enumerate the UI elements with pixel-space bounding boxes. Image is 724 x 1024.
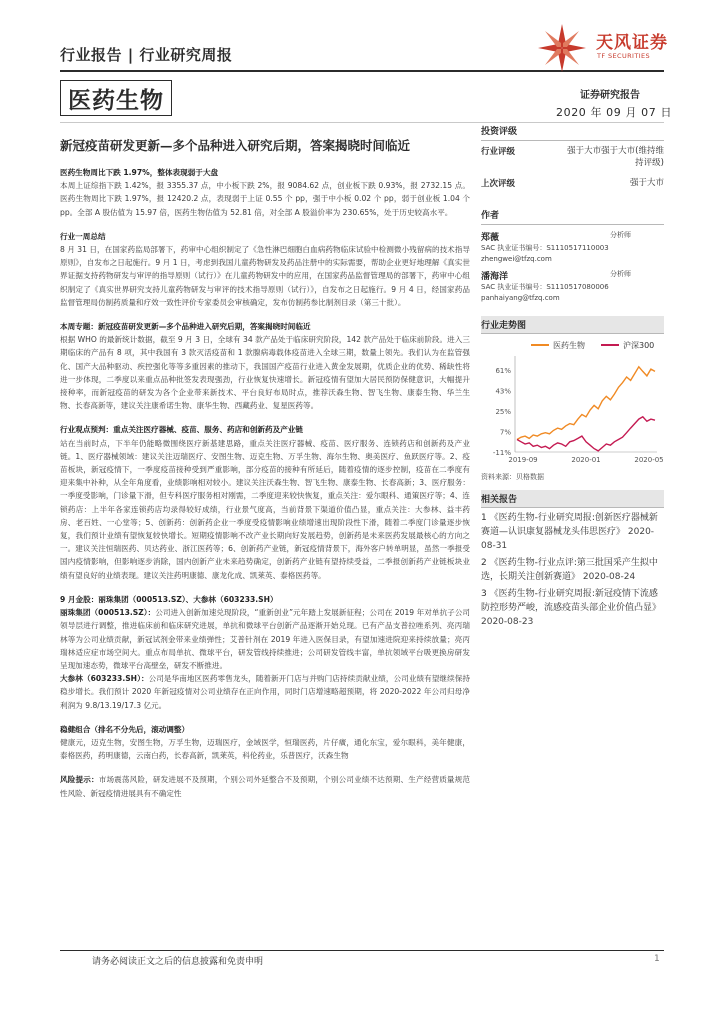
stock-pick-body: 公司是华南地区医药零售龙头，随着新开门店与并购门店持续贡献业绩，公司业绩有望继续保持稳步增长。我们预计 2020 年新冠疫情对公司业绩存在正向作用，同时门店增速略超预期，将 2020-2022 年公司归母净利润为 9.8/13.19/17.3 亿元。 xyxy=(60,674,470,710)
authors-panel xyxy=(481,208,664,304)
section-heading: 行业一周总结 xyxy=(60,231,106,241)
author-name: 潘海洋 xyxy=(481,272,509,282)
series-line xyxy=(517,417,655,451)
section-heading: 9 月金股：丽珠集团（000513.SZ）、大参林（603233.SH） xyxy=(60,594,278,604)
trend-chart xyxy=(481,334,664,474)
sector-name: 医药生物 xyxy=(68,88,164,114)
related-report-item[interactable] xyxy=(481,556,664,584)
author-cert: SAC 执业证书编号：S1110517080006 xyxy=(481,283,609,291)
author-email[interactable]: zhengwei@tfzq.com xyxy=(481,255,552,263)
section-heading: 行业观点预判：重点关注医疗器械、疫苗、服务、药店和创新药及产业链 xyxy=(60,425,303,435)
related-title: 相关报告 xyxy=(481,490,664,507)
x-tick-label: 2020-05 xyxy=(634,456,664,464)
rule xyxy=(481,140,664,141)
author-row xyxy=(481,230,631,243)
author-email[interactable]: panhaiyang@tfzq.com xyxy=(481,294,560,302)
author-role: 分析师 xyxy=(610,270,631,278)
related-report-text: 《医药生物-行业研究周报:创新医疗器械新赛道—认识康复器械龙头伟思医疗》 xyxy=(481,513,658,537)
stock-pick-lead: 丽珠集团（000513.SZ）： xyxy=(60,608,156,618)
author-name: 郑薇 xyxy=(481,233,500,243)
section-heading: 医药生物周比下跌 1.97%，整体表现弱于大盘 xyxy=(60,168,219,177)
related-report-num: 3 xyxy=(481,589,487,599)
stock-pick-body: 公司进入创新加速兑现阶段，“重新创业”元年踏上发展新征程；公司在 2019 年对单抗子公司领导层进行调整，推进临床前和临床研究进展，单抗和微球平台创新产品逐渐开始兑现。已有产品支普拉唑系列、亮丙瑞林等为公司业绩贡献，新冠试剂金带来业绩弹性；艾普针剂在 2019 年进入医保目录，有望加速进院迎来持续放量；亮丙瑞林适应症市场空间大。重点布局单抗、微球平台，研发管线持续推进；公司研发管线丰富，单抗领域平台吸更换房研发呈现加速态势，微球平台高壁垒，研发不断推进。 xyxy=(60,608,470,670)
prev-rating-label: 上次评级 xyxy=(481,179,516,189)
section-body: 本周上证综指下跌 1.42%，报 3355.37 点，中小板下跌 2%，报 9084.62 点，创业板下跌 0.93%，报 2732.15 点。医药生物周比下跌 1.97%，报 12420.2 点，表现弱于上证 0.55 个 pp，强于中小板 0.02 个 pp，弱于创业板 1.04 个 pp。全部 A 股估值为 15.97 倍，医药生物估值为 52.81 倍，对全部 A 股溢价率为 230.65%，处于历史较高水平。 xyxy=(60,181,470,217)
industry-rating-value: 强于大市强于大市(维持维持评级) xyxy=(567,146,664,168)
related-report-text: 《医药生物-行业点评:第三批国采产生拟中选，长期关注创新赛道》 xyxy=(481,558,658,582)
related-report-date: 2020-08-31 xyxy=(481,527,655,551)
y-tick-label: 25% xyxy=(495,408,511,417)
main-column xyxy=(60,166,470,811)
section-body: 根据 WHO 的最新统计数据，截至 9 月 3 日，全球有 34 款产品处于临床研究阶段，142 款产品处于临床前阶段。进入三期临床的产品有 8 项，其中我国有 3 款灭活疫苗和 1 款腺病毒载体疫苗进入全球三期，数量上领先。我们认为在监管强化、国产大品种驱动、疾控强化等等多重因素的推动下，我国国产疫苗行业进入黄金发展期，优质企业的优势、稀缺性将进一步体现，二季度以来重点品种批签发表现强劲，行业恢复快速增长。新冠疫情有望加大居民预防保健意识，大幅提升接种率，而新冠疫苗的研发为各个企业带来新技术、平台良好布局时点，推荐沃森生物、智飞生物、康泰生物、华兰生物、长春高新等，建议关注康希诺生物、康华生物、西藏药业、复星医药等。 xyxy=(60,335,470,411)
risk-heading: 风险提示： xyxy=(60,775,99,785)
risk-body: 市场震荡风险，研发进展不及预期，个别公司外延整合不及预期，个别公司业绩不达预期、生产经营质量规范性风险、新冠疫情进展具有不确定性 xyxy=(60,775,471,798)
logo-text-en: TF SECURITIES xyxy=(597,52,651,60)
author-row xyxy=(481,269,631,282)
prev-rating-row xyxy=(481,177,664,189)
x-tick-label: 2019-09 xyxy=(508,456,538,464)
section-heading: 本周专题：新冠疫苗研发更新—多个品种进入研究后期，答案揭晓时间临近 xyxy=(60,322,311,332)
footer-disclaimer: 请务必阅读正文之后的信息披露和免责申明 xyxy=(92,957,264,967)
rating-panel xyxy=(481,124,664,189)
related-report-item[interactable] xyxy=(481,587,664,629)
logo-icon xyxy=(536,22,588,74)
stock-pick xyxy=(60,672,470,712)
risk-warning xyxy=(60,773,470,799)
related-report-num: 1 xyxy=(481,513,487,523)
series-line xyxy=(517,367,655,440)
y-tick-label: 43% xyxy=(495,387,511,396)
legend-label: 医药生物 xyxy=(553,341,585,350)
section-body: 8 月 31 日，在国家药监局部署下，药审中心组织制定了《急性淋巴细胞白血病药物临床试验中检测微小残留病的技术指导原则》，自发布之日起施行。9 月 1 日，考虑到我国儿童药物研发及药品注册中的实际需要，帮助企业更好地理解《真实世界证据支持药物研发与审评的指导原则（试行）》在儿童药物研发中的应用，在国家药品监督管理局的部署下，药审中心组织制定了《真实世界研究支持儿童药物研发与审评的技术指导原则（试行）》，自发布之日起施行。9 月 4 日，经国家药品监督管理局仿制药质量和疗效一致性评价专家委员会审核确定，发布仿制药参比制剂目录（第三十批）。 xyxy=(60,245,470,307)
authors-title: 作者 xyxy=(481,211,500,221)
rating-title: 投资评级 xyxy=(481,127,518,137)
report-type: 证券研究报告 xyxy=(580,90,640,101)
footer-rule xyxy=(60,950,664,951)
related-report-num: 2 xyxy=(481,558,487,568)
prev-rating-value: 强于大市 xyxy=(629,178,664,188)
related-report-text: 《医药生物-行业研究周报:新冠疫情下流感防控形势严峻，流感疫苗头部企业价值凸显》 xyxy=(481,589,662,613)
section-body: 站在当前时点，下半年仍能略微围绕医疗新基建思路，重点关注医疗器械、疫苗、医疗服务、连锁药店和创新药及产业链。1、医疗器械领域：建议关注迈瑞医疗、安图生物、迈克生物、万孚生物、海尔生物、奥美医疗、鱼跃医疗等。2、疫苗板块，新冠疫情下，一季度疫苗接种受到严重影响，部分疫苗的接种有所延后，随着疫情的逐步控制，疫苗在二季度有迎来集中补种，从全年角度看，业绩影响相对较小。建议关注沃森生物、智飞生物、康泰生物、长春高新；3、医疗服务：一季度受影响，门诊量下滑，但专科医疗服务相对刚需，二季度迎来较快恢复，重点关注：爱尔眼科、通策医疗等；4、连锁药店：上半年各家连锁药店均录得较好成绩，行业景气度高，当前背景下渠道价值凸显，重点关注：大参林、益丰药房、老百姓、一心堂等；5、创新药：创新药企业一季度受疫情影响业绩增速出现阶段性下滑，随着二季度门诊量逐步恢复，我们预计业绩有望恢复较快增长。短期疫情影响不改产业长期向好发展趋势，创新药是未来医药发展最核心的方向之一。建议关注恒瑞医药、贝达药业、浙江医药等；6、创新药产业链，新冠疫情背景下，海外客户转单明显，虽然一季报受国内疫情影响，但影响逐步消除，国内创新产业未来趋势确定，创新药产业链有望持续受益，二季报创新药产业链板块业绩有望良好的业绩表现。建议关注药明康德、康龙化成、凯莱英、泰格医药等。 xyxy=(60,438,470,580)
rule xyxy=(481,507,664,508)
stock-pick xyxy=(60,606,470,672)
industry-rating-row xyxy=(481,145,664,169)
y-tick-label: 61% xyxy=(495,367,511,376)
related-panel xyxy=(481,490,664,632)
author-role: 分析师 xyxy=(610,231,631,239)
x-tick-label: 2020-01 xyxy=(571,456,601,464)
trend-title: 行业走势图 xyxy=(481,316,664,333)
author-cert: SAC 执业证书编号：S1110517110003 xyxy=(481,244,609,252)
stock-pick-lead: 大参林（603233.SH）： xyxy=(60,674,149,684)
report-title: 新冠疫苗研发更新—多个品种进入研究后期，答案揭晓时间临近 xyxy=(60,138,411,153)
rule xyxy=(481,224,664,225)
y-tick-label: -11% xyxy=(492,449,511,457)
chart-source: 资料来源：贝格数据 xyxy=(481,473,544,481)
report-series: 行业报告 | 行业研究周报 xyxy=(60,46,233,64)
section-body: 健康元，迈克生物，安图生物，万孚生物，迈瑞医疗，金域医学，恒瑞医药，片仔癀，通化东宝，爱尔眼科，美年健康，泰格医药，药明康德，云南白药，长春高新，凯莱英，科伦药业，乐普医疗，沃森生物 xyxy=(60,737,470,761)
date-rule xyxy=(60,122,664,123)
report-date: 2020 年 09 月 07 日 xyxy=(556,106,673,119)
related-report-item[interactable] xyxy=(481,511,664,553)
logo-text-cn: 天风证券 xyxy=(596,33,668,53)
legend-label: 沪深300 xyxy=(623,341,655,350)
industry-rating-label: 行业评级 xyxy=(481,147,516,157)
trend-panel xyxy=(481,316,664,483)
section-heading: 稳健组合（排名不分先后，滚动调整） xyxy=(60,724,190,734)
page-number: 1 xyxy=(654,954,660,964)
y-tick-label: 7% xyxy=(499,428,511,437)
related-report-date: 2020-08-23 xyxy=(481,617,534,627)
related-report-date: 2020-08-24 xyxy=(582,572,636,582)
